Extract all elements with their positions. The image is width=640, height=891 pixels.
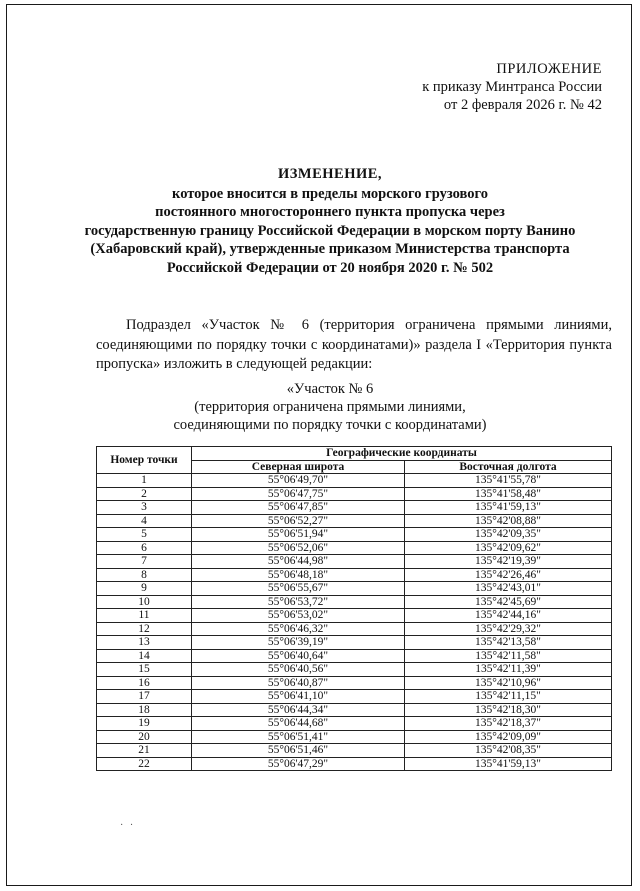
longitude-cell: 135°42'29,32": [405, 622, 612, 636]
latitude-cell: 55°06'44,34": [192, 703, 405, 717]
longitude-cell: 135°42'18,37": [405, 717, 612, 731]
latitude-cell: 55°06'51,41": [192, 730, 405, 744]
table-row: [97, 474, 612, 488]
point-number-cell: 20: [97, 730, 192, 744]
latitude-cell: 55°06'46,32": [192, 622, 405, 636]
table-row: [97, 609, 612, 623]
title-line-1: которое вносится в пределы морского грузового: [172, 185, 488, 202]
longitude-cell: 135°42'09,09": [405, 730, 612, 744]
point-number-cell: 18: [97, 703, 192, 717]
point-number-cell: 4: [97, 514, 192, 528]
table-row: [97, 717, 612, 731]
body-paragraph-text: Подраздел «Участок № 6 (территория ограничена прямыми линиями, соединяющими по порядку точки с координатами)» раздела I «Территория пункта пропуска» изложить в следующей редакции:: [96, 317, 612, 372]
latitude-cell: 55°06'48,18": [192, 568, 405, 582]
title-line-3: государственную границу Российской Федерации в морском порту Ванино: [84, 222, 576, 239]
body-paragraph: [96, 316, 612, 375]
latitude-cell: 55°06'47,29": [192, 757, 405, 771]
appendix-order-date: от 2 февраля 2026 г. № 42: [443, 97, 602, 113]
appendix-order-ref: к приказу Минтранса России: [422, 79, 602, 95]
point-number-cell: 10: [97, 595, 192, 609]
point-number-cell: 17: [97, 690, 192, 704]
point-number-cell: 15: [97, 663, 192, 677]
longitude-cell: 135°42'08,35": [405, 744, 612, 758]
point-number-cell: 7: [97, 555, 192, 569]
latitude-cell: 55°06'40,64": [192, 649, 405, 663]
longitude-cell: 135°42'11,58": [405, 649, 612, 663]
longitude-cell: 135°42'26,46": [405, 568, 612, 582]
latitude-cell: 55°06'53,02": [192, 609, 405, 623]
appendix-block: [422, 60, 602, 114]
point-number-cell: 8: [97, 568, 192, 582]
table-row: [97, 528, 612, 542]
point-number-cell: 13: [97, 636, 192, 650]
point-number-cell: 9: [97, 582, 192, 596]
coordinates-table: [96, 446, 612, 771]
header-geo-coordinates: Географические координаты: [192, 447, 612, 461]
appendix-title: ПРИЛОЖЕНИЕ: [496, 61, 602, 77]
table-row: [97, 514, 612, 528]
latitude-cell: 55°06'51,46": [192, 744, 405, 758]
table-row: [97, 744, 612, 758]
latitude-cell: 55°06'40,56": [192, 663, 405, 677]
longitude-cell: 135°42'45,69": [405, 595, 612, 609]
point-number-cell: 5: [97, 528, 192, 542]
latitude-cell: 55°06'47,85": [192, 501, 405, 515]
longitude-cell: 135°42'10,96": [405, 676, 612, 690]
title-line-4: (Хабаровский край), утвержденные приказом Министерства транспорта: [90, 241, 570, 257]
table-row: [97, 649, 612, 663]
table-row: [97, 730, 612, 744]
latitude-cell: 55°06'52,27": [192, 514, 405, 528]
table-row: [97, 703, 612, 717]
table-row: [97, 622, 612, 636]
latitude-cell: 55°06'51,94": [192, 528, 405, 542]
table-row: [97, 568, 612, 582]
section-title: «Участок № 6: [286, 381, 374, 397]
title-line-5: Российской Федерации от 20 ноября 2020 г. № 502: [166, 259, 494, 276]
latitude-cell: 55°06'39,19": [192, 636, 405, 650]
longitude-cell: 135°42'08,88": [405, 514, 612, 528]
latitude-cell: 55°06'44,68": [192, 717, 405, 731]
point-number-cell: 16: [97, 676, 192, 690]
header-point-number: Номер точки: [97, 447, 192, 474]
point-number-cell: 21: [97, 744, 192, 758]
coordinates-table-body: [97, 474, 612, 771]
table-row: [97, 690, 612, 704]
title-main: ИЗМЕНЕНИЕ,: [277, 166, 383, 182]
latitude-cell: 55°06'52,06": [192, 541, 405, 555]
section-subtitle-1: (территория ограничена прямыми линиями,: [194, 399, 466, 415]
latitude-cell: 55°06'55,67": [192, 582, 405, 596]
longitude-cell: 135°42'09,62": [405, 541, 612, 555]
table-row: [97, 757, 612, 771]
longitude-cell: 135°41'55,78": [405, 474, 612, 488]
longitude-cell: 135°42'44,16": [405, 609, 612, 623]
table-row: [97, 487, 612, 501]
longitude-cell: 135°42'09,35": [405, 528, 612, 542]
header-east-longitude: Восточная долгота: [405, 460, 612, 474]
section-subtitle-2: соединяющими по порядку точки с координатами): [173, 417, 487, 433]
point-number-cell: 14: [97, 649, 192, 663]
point-number-cell: 6: [97, 541, 192, 555]
table-row: [97, 676, 612, 690]
table-row: [97, 501, 612, 515]
longitude-cell: 135°42'43,01": [405, 582, 612, 596]
table-row: [97, 582, 612, 596]
point-number-cell: 3: [97, 501, 192, 515]
document-title: [60, 165, 600, 277]
scan-artifact: · ·: [120, 820, 136, 831]
longitude-cell: 135°42'19,39": [405, 555, 612, 569]
latitude-cell: 55°06'44,98": [192, 555, 405, 569]
latitude-cell: 55°06'40,87": [192, 676, 405, 690]
section-heading: [60, 380, 600, 434]
latitude-cell: 55°06'41,10": [192, 690, 405, 704]
point-number-cell: 19: [97, 717, 192, 731]
point-number-cell: 1: [97, 474, 192, 488]
longitude-cell: 135°42'18,30": [405, 703, 612, 717]
table-row: [97, 663, 612, 677]
point-number-cell: 2: [97, 487, 192, 501]
table-row: [97, 541, 612, 555]
latitude-cell: 55°06'47,75": [192, 487, 405, 501]
latitude-cell: 55°06'53,72": [192, 595, 405, 609]
table-row: [97, 595, 612, 609]
point-number-cell: 12: [97, 622, 192, 636]
title-line-2: постоянного многостороннего пункта пропуска через: [155, 204, 505, 220]
longitude-cell: 135°41'58,48": [405, 487, 612, 501]
table-row: [97, 555, 612, 569]
point-number-cell: 11: [97, 609, 192, 623]
header-north-latitude: Северная широта: [192, 460, 405, 474]
latitude-cell: 55°06'49,70": [192, 474, 405, 488]
table-row: [97, 636, 612, 650]
longitude-cell: 135°41'59,13": [405, 757, 612, 771]
longitude-cell: 135°42'13,58": [405, 636, 612, 650]
longitude-cell: 135°42'11,39": [405, 663, 612, 677]
longitude-cell: 135°41'59,13": [405, 501, 612, 515]
longitude-cell: 135°42'11,15": [405, 690, 612, 704]
point-number-cell: 22: [97, 757, 192, 771]
